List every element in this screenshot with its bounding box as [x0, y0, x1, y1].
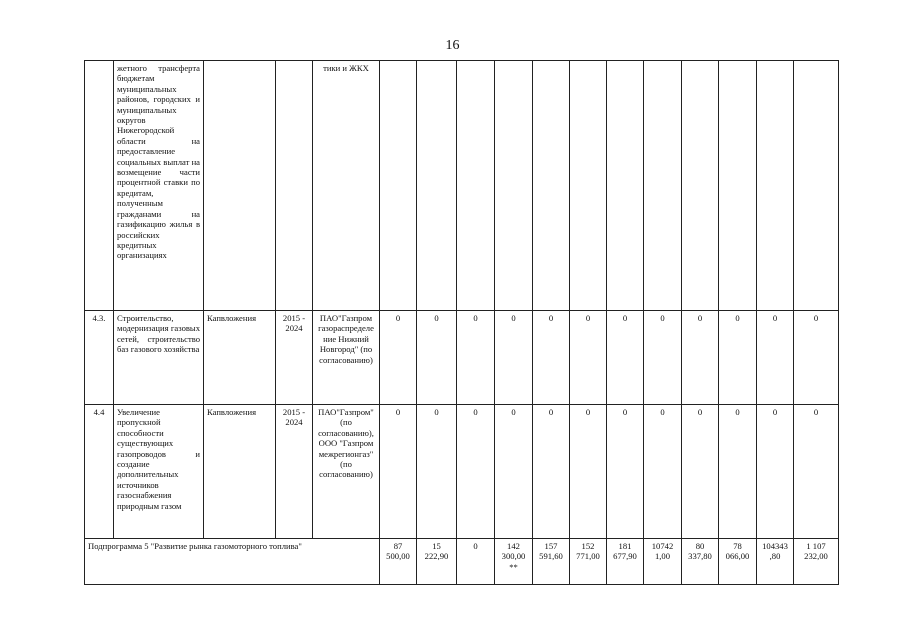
- value-cell: [757, 61, 794, 311]
- row-type: [204, 61, 276, 311]
- row-period: 2015 - 2024: [276, 405, 313, 539]
- value-cell: [644, 61, 682, 311]
- row-executor: ПАО"Газпром" (по согласованию), ООО "Газпром межрегионгаз" (по согласованию): [313, 405, 380, 539]
- row-type: Капвложения: [204, 405, 276, 539]
- row-period: 2015 - 2024: [276, 311, 313, 405]
- value-cell: 0: [719, 311, 757, 405]
- value-cell: 0: [644, 405, 682, 539]
- value-cell: [682, 61, 719, 311]
- subtotal-value: 181 677,90: [607, 539, 644, 585]
- value-cell: 0: [570, 311, 607, 405]
- subtotal-value: 1 107 232,00: [794, 539, 839, 585]
- value-cell: 0: [607, 405, 644, 539]
- row-description: Увеличение пропускной способности существующих газопроводов и создание дополнительных источников газоснабжения природным газом: [114, 405, 204, 539]
- value-cell: [570, 61, 607, 311]
- subtotal-value: 157 591,60: [533, 539, 570, 585]
- value-cell: 0: [380, 405, 417, 539]
- subtotal-value: 152 771,00: [570, 539, 607, 585]
- value-cell: [794, 61, 839, 311]
- row-type: Капвложения: [204, 311, 276, 405]
- page-number: 16: [445, 38, 460, 53]
- footnote-mark: **: [509, 561, 518, 572]
- subtotal-value: 80 337,80: [682, 539, 719, 585]
- row-number: 4.4: [85, 405, 114, 539]
- subtotal-value-with-note: [495, 539, 533, 585]
- table-row: [85, 405, 839, 539]
- value-cell: [417, 61, 457, 311]
- row-number: 4.3.: [85, 311, 114, 405]
- subtotal-value: 142 300,00: [501, 541, 526, 562]
- value-cell: 0: [682, 405, 719, 539]
- value-cell: 0: [380, 311, 417, 405]
- subtotal-label: Подпрограмма 5 "Развитие рынка газомоторного топлива": [85, 539, 380, 585]
- subtotal-row: [85, 539, 839, 585]
- value-cell: 0: [417, 405, 457, 539]
- row-executor: ПАО"Газпром газораспределение Нижний Новгород" (по согласованию): [313, 311, 380, 405]
- value-cell: [533, 61, 570, 311]
- value-cell: 0: [757, 405, 794, 539]
- value-cell: 0: [794, 405, 839, 539]
- value-cell: [457, 61, 495, 311]
- value-cell: 0: [457, 311, 495, 405]
- subtotal-value: 10742 1,00: [644, 539, 682, 585]
- row-executor: тики и ЖКХ: [313, 61, 380, 311]
- subtotal-value: 87 500,00: [380, 539, 417, 585]
- value-cell: 0: [644, 311, 682, 405]
- table-row: [85, 311, 839, 405]
- value-cell: 0: [719, 405, 757, 539]
- value-cell: 0: [533, 405, 570, 539]
- table-row: [85, 61, 839, 311]
- program-table: [84, 60, 839, 585]
- value-cell: [607, 61, 644, 311]
- value-cell: 0: [757, 311, 794, 405]
- subtotal-value: 78 066,00: [719, 539, 757, 585]
- subtotal-value: 104343 ,80: [757, 539, 794, 585]
- value-cell: 0: [457, 405, 495, 539]
- value-cell: 0: [794, 311, 839, 405]
- value-cell: 0: [533, 311, 570, 405]
- value-cell: 0: [495, 405, 533, 539]
- value-cell: 0: [495, 311, 533, 405]
- value-cell: [380, 61, 417, 311]
- row-number: [85, 61, 114, 311]
- value-cell: 0: [682, 311, 719, 405]
- value-cell: [495, 61, 533, 311]
- subtotal-value: 0: [457, 539, 495, 585]
- row-description: жетного трансферта бюджетам муниципальных районов, городских и муниципальных округов Нижегородской области на предоставление социальных выплат на возмещение части процентной ставки по кредитам, полученным гражданами на газификацию жилья в российских кредитных организациях: [114, 61, 204, 311]
- value-cell: 0: [570, 405, 607, 539]
- row-description: Строительство, модернизация газовых сетей, строительство баз газового хозяйства: [114, 311, 204, 405]
- value-cell: 0: [607, 311, 644, 405]
- value-cell: [719, 61, 757, 311]
- value-cell: 0: [417, 311, 457, 405]
- subtotal-value: 15 222,90: [417, 539, 457, 585]
- row-period: [276, 61, 313, 311]
